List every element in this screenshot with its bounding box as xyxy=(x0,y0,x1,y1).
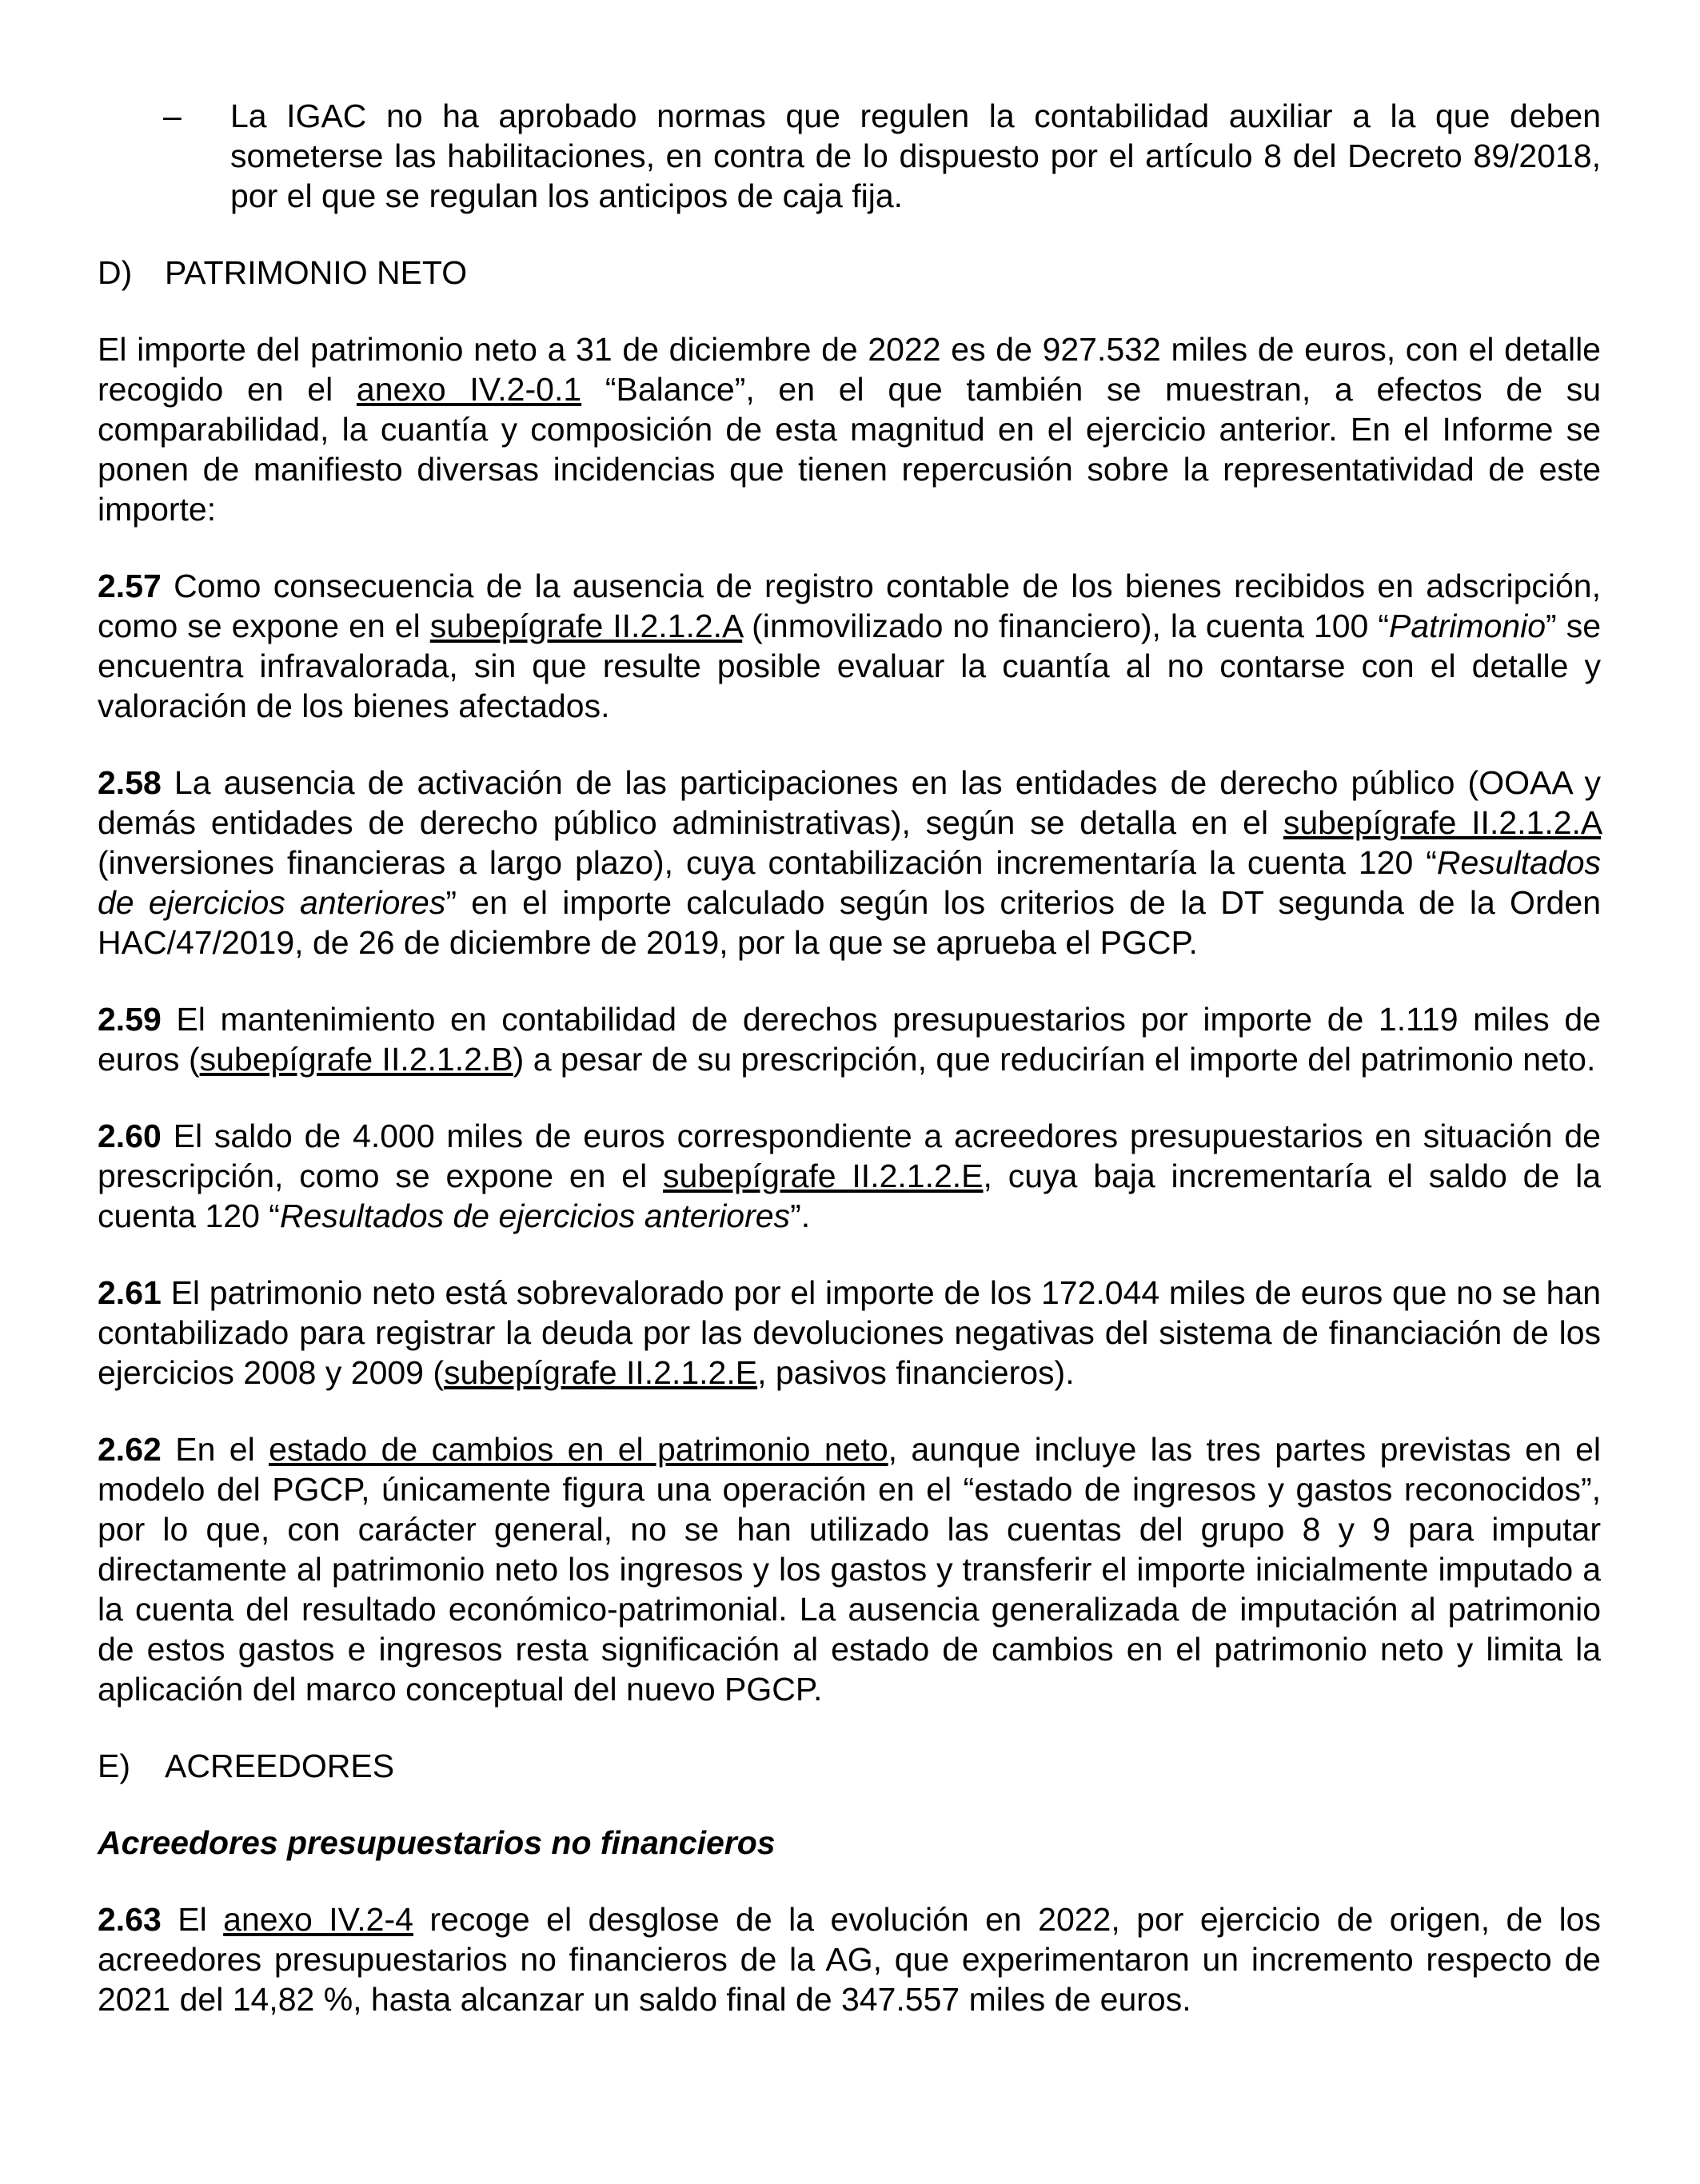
text-run: Como consecuencia de la ausencia de registro contable de los bienes recibidos en adscripción, como se expone en el xyxy=(98,568,1601,644)
section-title: PATRIMONIO NETO xyxy=(165,254,468,291)
link-subepigrafe[interactable]: subepígrafe II.2.1.2.A xyxy=(429,608,743,644)
paragraph-2-58 xyxy=(98,763,1601,962)
paragraph-2-60 xyxy=(98,1116,1601,1236)
section-letter: D) xyxy=(98,254,133,291)
text-run: , pasivos financieros). xyxy=(757,1354,1075,1391)
text-run: ”. xyxy=(790,1198,811,1234)
bullet-dash: – xyxy=(163,98,182,134)
bullet-item xyxy=(98,96,1601,216)
text-run: , aunque incluye las tres partes previstas en el modelo del PGCP, únicamente figura una operación en el “estado de ingresos y gastos reconocidos”, por lo que, con carácter general, no se han utilizado las cuentas del grupo 8 y 9 para imputar directamente al patrimonio neto los ingresos y los gastos y transferir el importe inicialmente imputado a la cuenta del resultado económico-patrimonial. La ausencia generalizada de imputación al patrimonio de estos gastos e ingresos resta significación al estado de cambios en el patrimonio neto y limita la aplicación del marco conceptual del nuevo PGCP. xyxy=(98,1431,1601,1708)
text-run: ” se encuentra infravalorada, sin que resulte posible evaluar la cuantía al no contarse con el detalle y valoración de los bienes afectados. xyxy=(98,608,1601,724)
paragraph-number: 2.62 xyxy=(98,1431,162,1468)
section-heading-d xyxy=(98,253,1601,293)
italic-text: Resultados de ejercicios anteriores xyxy=(279,1198,791,1234)
text-run: “Balance”, en el que también se muestran, a efectos de su comparabilidad, la cuantía y composición de esta magnitud en el ejercicio anterior. En el Informe se ponen de manifiesto diversas incidencias que tienen repercusión sobre la representatividad de este importe: xyxy=(98,371,1602,528)
text-run: El saldo de 4.000 miles de euros correspondiente a acreedores presupuestarios en situación de prescripción, como se expone en el xyxy=(98,1118,1601,1194)
paragraph-2-62 xyxy=(98,1429,1601,1709)
text-run: El patrimonio neto está sobrevalorado por el importe de los 172.044 miles de euros que no se han contabilizado para registrar la deuda por las devoluciones negativas del sistema de financiación de los ejercicios 2008 y 2009 ( xyxy=(98,1274,1601,1391)
link-subepigrafe[interactable]: subepígrafe II.2.1.2.A xyxy=(1283,804,1602,841)
section-letter: E) xyxy=(98,1748,130,1784)
paragraph-2-63 xyxy=(98,1899,1601,2019)
bullet-text: La IGAC no ha aprobado normas que regulen la contabilidad auxiliar a la que deben someterse las habilitaciones, en contra de lo dispuesto por el artículo 8 del Decreto 89/2018, por el que se regulan los anticipos de caja fija. xyxy=(230,98,1601,214)
text-run: El mantenimiento en contabilidad de derechos presupuestarios por importe de 1.119 miles de euros ( xyxy=(98,1001,1601,1078)
subheading: Acreedores presupuestarios no financieros xyxy=(98,1824,776,1861)
paragraph-2-61 xyxy=(98,1273,1601,1393)
document-page xyxy=(98,96,1601,2056)
text-run: , cuya baja incrementaría el saldo de la cuenta 120 “ xyxy=(98,1158,1601,1234)
section-heading-e xyxy=(98,1746,1601,1786)
text-run: (inmovilizado no financiero), la cuenta 100 “ xyxy=(742,608,1390,644)
text-run: El importe del patrimonio neto a 31 de diciembre de 2022 es de 927.532 miles de euros, con el detalle recogido en el xyxy=(98,331,1601,408)
paragraph-number: 2.61 xyxy=(98,1274,162,1311)
intro-paragraph xyxy=(98,329,1601,529)
paragraph-number: 2.58 xyxy=(98,764,162,801)
link-anexo-iv-2-0-1[interactable]: anexo IV.2-0.1 xyxy=(356,371,582,408)
italic-text: Patrimonio xyxy=(1389,608,1546,644)
link-subepigrafe[interactable]: subepígrafe II.2.1.2.B xyxy=(199,1041,513,1078)
paragraph-number: 2.60 xyxy=(98,1118,162,1154)
text-run: El xyxy=(161,1901,224,1938)
paragraph-number: 2.59 xyxy=(98,1001,162,1038)
paragraph-2-59 xyxy=(98,999,1601,1079)
paragraph-number: 2.57 xyxy=(98,568,162,604)
text-run: ” en el importe calculado según los criterios de la DT segunda de la Orden HAC/47/2019, de 26 de diciembre de 2019, por la que se aprueba el PGCP. xyxy=(98,884,1602,961)
text-run: (inversiones financieras a largo plazo), cuya contabilización incrementaría la cuenta 120 “ xyxy=(98,844,1437,881)
section-title: ACREEDORES xyxy=(165,1748,395,1784)
link-subepigrafe[interactable]: subepígrafe II.2.1.2.E xyxy=(444,1354,758,1391)
paragraph-2-57 xyxy=(98,566,1601,726)
link-subepigrafe[interactable]: subepígrafe II.2.1.2.E xyxy=(663,1158,984,1194)
text-run: En el xyxy=(161,1431,269,1468)
link-anexo-iv-2-4[interactable]: anexo IV.2-4 xyxy=(223,1901,413,1938)
text-run: ) a pesar de su prescripción, que reducirían el importe del patrimonio neto. xyxy=(513,1041,1596,1078)
text-run: La ausencia de activación de las participaciones en las entidades de derecho público (OOAA y demás entidades de derecho público administrativas), según se detalla en el xyxy=(98,764,1601,841)
text-run: recoge el desglose de la evolución en 2022, por ejercicio de origen, de los acreedores presupuestarios no financieros de la AG, que experimentaron un incremento respecto de 2021 del 14,82 %, hasta alcanzar un saldo final de 347.557 miles de euros. xyxy=(98,1901,1601,2018)
italic-text: Resultados de ejercicios anteriores xyxy=(98,844,1601,921)
link-estado-cambios-patrimonio-neto[interactable]: estado de cambios en el patrimonio neto xyxy=(269,1431,888,1468)
paragraph-number: 2.63 xyxy=(98,1901,162,1938)
